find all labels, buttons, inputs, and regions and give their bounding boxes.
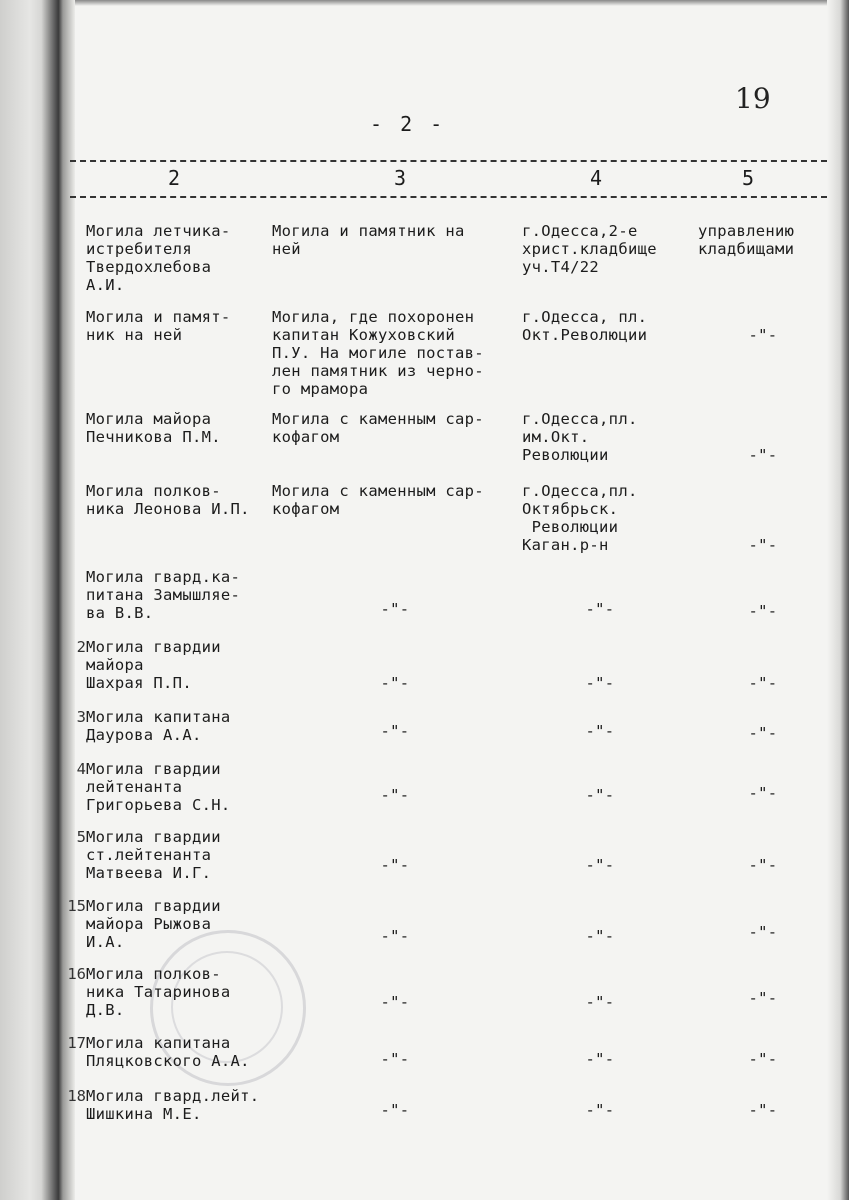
cell-ditto-col4: -"-: [585, 993, 615, 1011]
cell-characteristic: Могила, где похоронен капитан Кожуховский П.У. На могиле постав- лен памятник из черно- го мрамора: [272, 308, 484, 398]
cell-characteristic: Могила с каменным сар- кофагом: [272, 482, 484, 518]
row-index: 5: [76, 828, 86, 846]
cell-description: Могила гвардии ст.лейтенанта Матвеева И.Г.: [86, 828, 221, 882]
cell-description: Могила гвардии майора Рыжова И.А.: [86, 897, 221, 951]
column-header-3: 3: [393, 166, 407, 190]
header-bottom-rule: [70, 196, 827, 198]
cell-description: Могила летчика- истребителя Твердохлебова А.И.: [86, 222, 231, 294]
row-index: 3: [76, 708, 86, 726]
header-top-rule: [70, 160, 827, 162]
cell-description: Могила капитана Пляцковского А.А.: [86, 1034, 250, 1070]
scan-edge-shadow: [827, 0, 849, 1200]
cell-ditto-col4: -"-: [585, 786, 615, 804]
cell-description: Могила гвард.ка- питана Замышляе- ва В.В.: [86, 568, 241, 622]
cell-description: Могила полков- ника Татаринова Д.В.: [86, 965, 231, 1019]
cell-ditto-col5: -"-: [748, 1101, 778, 1119]
cell-ditto-col5: -"-: [748, 923, 778, 941]
cell-ditto-col5: -"-: [748, 674, 778, 692]
cell-ditto-col5: -"-: [748, 989, 778, 1007]
cell-description: Могила гвардии лейтенанта Григорьева С.Н.: [86, 760, 231, 814]
column-header-4: 4: [589, 166, 603, 190]
cell-ditto-col3: -"-: [380, 722, 410, 740]
cell-responsible: управлению кладбищами: [698, 222, 795, 258]
page-number: 19: [735, 82, 771, 115]
cell-location: г.Одесса,пл. им.Окт. Революции: [522, 410, 638, 464]
cell-ditto-col3: -"-: [380, 993, 410, 1011]
cell-ditto-col4: -"-: [585, 927, 615, 945]
cell-ditto-col3: -"-: [380, 1101, 410, 1119]
cell-ditto-col4: -"-: [585, 856, 615, 874]
cell-ditto-col4: -"-: [585, 674, 615, 692]
cell-ditto-col4: -"-: [585, 600, 615, 618]
cell-ditto-col4: -"-: [585, 722, 615, 740]
cell-ditto-col3: -"-: [380, 1050, 410, 1068]
cell-description: Могила и памят- ник на ней: [86, 308, 231, 344]
cell-location: г.Одесса,пл. Октябрьск. Революции Каган.р-н: [522, 482, 638, 554]
cell-ditto-col3: -"-: [380, 674, 410, 692]
scan-binding-shadow: [0, 0, 75, 1200]
cell-location: г.Одесса,2-е христ.кладбище уч.Т4/22: [522, 222, 657, 276]
cell-description: Могила гвард.лейт. Шишкина М.Е.: [86, 1087, 260, 1123]
cell-description: Могила гвардии майора Шахрая П.П.: [86, 638, 221, 692]
cell-ditto-col3: -"-: [380, 927, 410, 945]
cell-ditto-col5: -"-: [748, 724, 778, 742]
cell-ditto-col5: -"-: [748, 602, 778, 620]
cell-ditto-col3: -"-: [380, 786, 410, 804]
cell-characteristic: Могила и памятник на ней: [272, 222, 465, 258]
row-index: 17: [67, 1034, 86, 1052]
cell-ditto-col3: -"-: [380, 856, 410, 874]
row-index: 4: [76, 760, 86, 778]
column-header-2: 2: [167, 166, 181, 190]
cell-ditto-col5: -"-: [748, 1050, 778, 1068]
cell-ditto-col5: -"-: [748, 536, 778, 554]
cell-description: Могила полков- ника Леонова И.П.: [86, 482, 250, 518]
row-index: 16: [67, 965, 86, 983]
cell-ditto-col4: -"-: [585, 1050, 615, 1068]
cell-ditto-col3: -"-: [380, 600, 410, 618]
cell-ditto-col5: -"-: [748, 326, 778, 344]
sheet-number: - 2 -: [370, 112, 446, 136]
cell-characteristic: Могила с каменным сар- кофагом: [272, 410, 484, 446]
row-index: 18: [67, 1087, 86, 1105]
cell-ditto-col5: -"-: [748, 446, 778, 464]
cell-ditto-col4: -"-: [585, 1101, 615, 1119]
cell-location: г.Одесса, пл. Окт.Революции: [522, 308, 648, 344]
cell-ditto-col5: -"-: [748, 856, 778, 874]
cell-ditto-col5: -"-: [748, 784, 778, 802]
column-header-5: 5: [741, 166, 755, 190]
scan-top-edge: [75, 0, 827, 6]
cell-description: Могила майора Печникова П.М.: [86, 410, 221, 446]
row-index: 15: [67, 897, 86, 915]
cell-description: Могила капитана Даурова А.А.: [86, 708, 231, 744]
row-index: 2: [76, 638, 86, 656]
